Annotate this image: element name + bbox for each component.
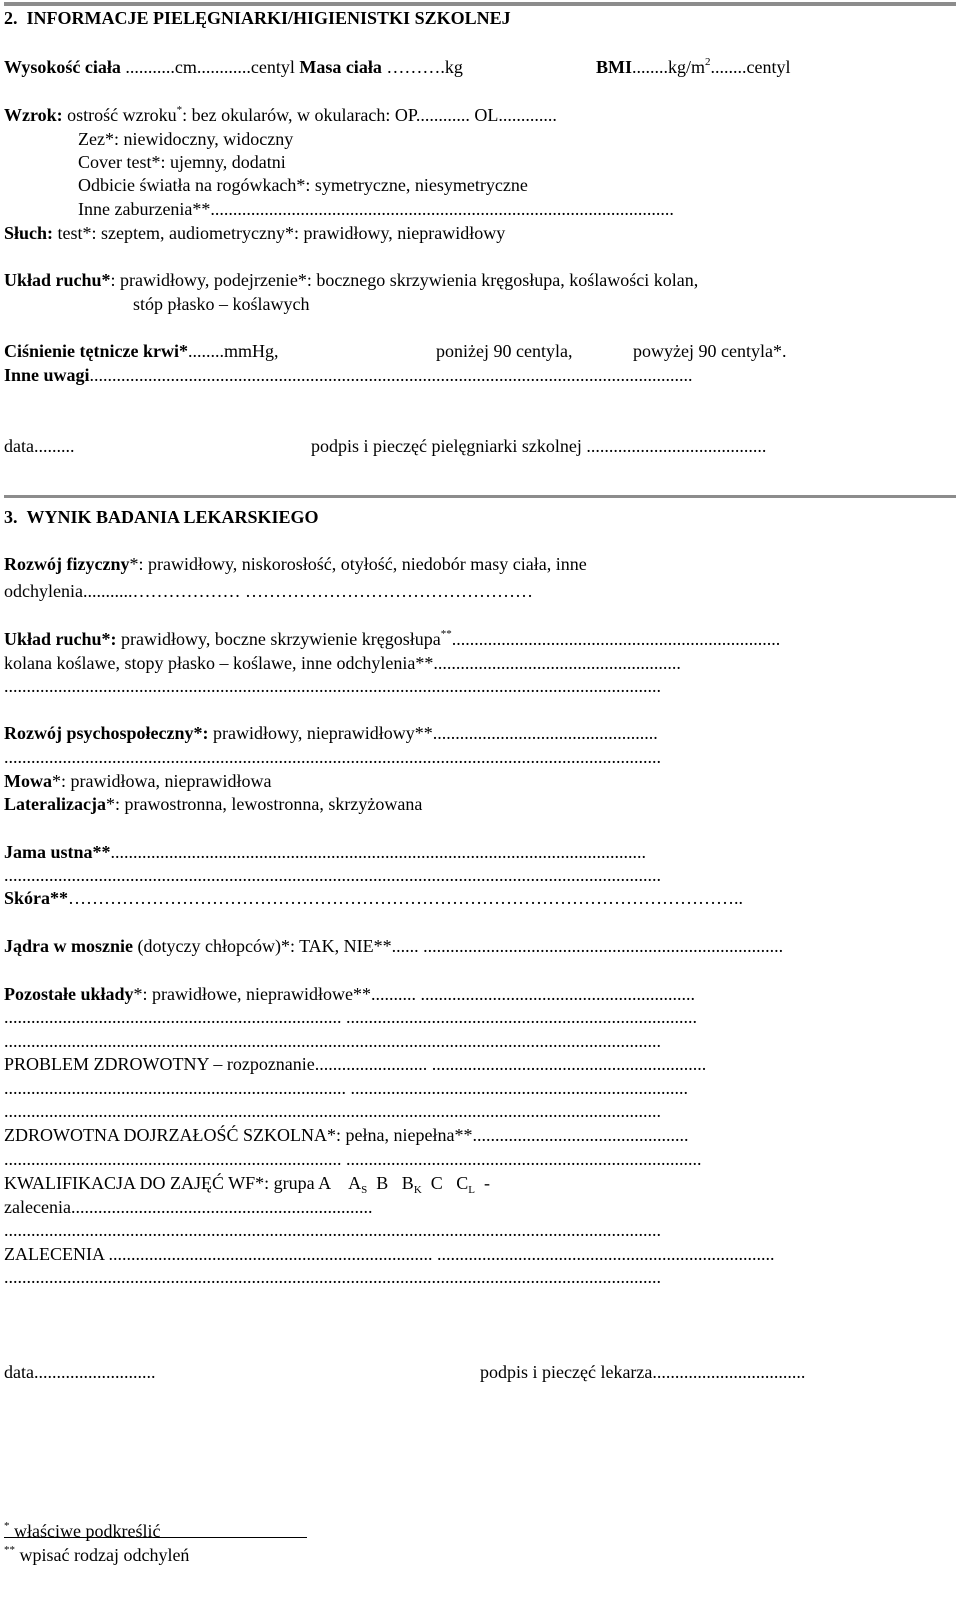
lateralization-label: Lateralizacja [4,794,106,814]
pe-group-text-d: - [475,1173,491,1193]
testes-line [4,935,783,957]
pe-recommendations-extra-line[interactable]: .................................................................................................................................................. [4,1220,661,1240]
doctor-motor-extra-line[interactable]: .................................................................................................................................................. [4,676,661,696]
health-problem-extra-line-2[interactable]: .................................................................................................................................................. [4,1101,661,1121]
blood-pressure-label: Ciśnienie tętnicze krwi* [4,341,188,361]
bmi-centyl-field[interactable]: ........centyl [710,57,791,77]
motor-system-label: Układ ruchu* [4,270,111,290]
health-problem-extra-line-1[interactable]: ............................................................................ ........................................................................... [4,1078,688,1098]
bmi-field[interactable]: ........kg/m [632,57,706,77]
cover-test-line: Cover test*: ujemny, dodatni [78,152,286,172]
pe-recommendations-field[interactable]: zalecenia................................................................... [4,1197,373,1217]
skin-field[interactable]: ………………………………………………………………………………………………….. [68,888,744,908]
testes-label: Jądra w mosznie [4,936,133,956]
skin-label: Skóra** [4,888,69,908]
pe-group-text-c: C C [421,1173,469,1193]
oral-cavity-label: Jama ustna** [4,842,111,862]
section-3-top-rule [4,495,956,498]
school-readiness-field[interactable]: ZDROWOTNA DOJRZAŁOŚĆ SZKOLNA*: pełna, niepełna**................................................ [4,1125,689,1145]
weight-field[interactable]: ……….kg [381,57,463,77]
doctor-signature-field[interactable]: podpis i pieczęć lekarza.................................. [480,1362,806,1382]
other-systems-extra-line-1[interactable]: ........................................................................... .............................................................................. [4,1007,697,1027]
doctor-motor-knees-line[interactable]: kolana koślawe, stopy płasko – koślawe, inne odchylenia**....................................................... [4,653,681,673]
subscript-s: S [361,1184,368,1196]
bmi-line [596,56,791,78]
pe-qualification-line [4,1172,490,1194]
nurse-date-field[interactable]: data......... [4,436,75,456]
physical-development-options: *: prawidłowy, niskorosłość, otyłość, niedobór masy ciała, inne [129,554,587,574]
motor-system-options: : prawidłowy, podejrzenie*: bocznego skrzywienia kręgosłupa, koślawości kolan, [110,270,699,290]
section-3-header: 3. WYNIK BADANIA LEKARSKIEGO [4,507,319,527]
footnote-2-text: wpisać rodzaj odchyleń [15,1545,190,1565]
speech-label: Mowa [4,771,52,791]
bp-above-option: powyżej 90 centyla*. [633,341,787,361]
doctor-date-field[interactable]: data........................... [4,1362,156,1382]
lateralization-options: *: prawostronna, lewostronna, skrzyżowana [105,794,423,814]
health-problem-field[interactable]: PROBLEM ZDROWOTNY – rozpoznanie......................... ............................................................. [4,1054,707,1074]
vision-line [4,104,557,126]
visual-acuity-text: ostrość wzroku [62,105,177,125]
section-2-top-rule [4,2,956,6]
footnote-1-marker: * [4,1520,10,1532]
footnote-1-text: właściwe podkreślić [9,1521,161,1541]
strabismus-line: Zez*: niewidoczny, widoczny [78,129,294,149]
recommendations-extra-line[interactable]: .................................................................................................................................................. [4,1267,661,1287]
pe-group-text-b: B B [367,1173,414,1193]
oral-cavity-field[interactable]: ....................................................................................................................... [110,842,647,862]
oral-cavity-extra-line[interactable]: .................................................................................................................................................. [4,865,661,885]
height-label: Wysokość ciała [4,57,121,77]
footnote-2-marker: ** [4,1544,15,1556]
motor-system-line [4,269,698,291]
other-systems-field[interactable]: *: prawidłowe, nieprawidłowe**.......... ............................................................. [133,984,695,1004]
other-notes-line [4,364,693,386]
hearing-options: test*: szeptem, audiometryczny*: prawidłowy, nieprawidłowy [53,223,506,243]
subscript-k: K [413,1184,422,1196]
recommendations-field[interactable]: ZALECENIA ........................................................................ ........................................................................... [4,1244,775,1264]
other-vision-disorders-field[interactable]: Inne zaburzenia**....................................................................................................... [78,199,674,219]
psychosocial-line [4,722,658,744]
speech-options: *: prawidłowa, nieprawidłowa [52,771,272,791]
physical-development-label: Rozwój fizyczny [4,554,130,574]
nurse-signature-field[interactable]: podpis i pieczęć pielęgniarki szkolnej ........................................ [311,436,767,456]
other-systems-label: Pozostałe układy [4,984,134,1004]
doctor-motor-options: prawidłowy, boczne skrzywienie kręgosłupa [116,629,441,649]
vision-label: Wzrok: [4,105,63,125]
doctor-motor-line [4,628,780,650]
skin-line [4,887,743,909]
other-notes-field[interactable]: ...................................................................................................................................... [89,365,693,385]
pe-group-text: KWALIFIKACJA DO ZAJĘĆ WF*: grupa A A [4,1173,362,1193]
blood-pressure-field[interactable]: ........mmHg, [187,341,279,361]
bmi-label: BMI [596,57,632,77]
corneal-reflex-line: Odbicie światła na rogówkach*: symetryczne, niesymetryczne [78,175,528,195]
bp-below-option: poniżej 90 centyla, [436,341,573,361]
footnote-marker: * [176,104,183,116]
oral-cavity-line [4,841,646,863]
section-2-header: 2. INFORMACJE PIELĘGNIARKI/HIGIENISTKI SZKOLNEJ [4,8,511,28]
hearing-label: Słuch: [4,223,54,243]
psychosocial-extra-line[interactable]: .................................................................................................................................................. [4,747,661,767]
blood-pressure-line [4,340,278,362]
other-systems-extra-line-2[interactable]: .................................................................................................................................................. [4,1031,661,1051]
anthropometry-line [4,56,463,78]
bmi-unit-superscript: 2 [705,56,711,68]
lateralization-line [4,793,422,815]
psychosocial-label: Rozwój psychospołeczny*: [4,723,209,743]
doctor-motor-label: Układ ruchu*: [4,629,117,649]
weight-label: Masa ciała [299,57,382,77]
subscript-l: L [468,1184,476,1196]
school-readiness-extra-line[interactable]: ........................................................................... ............................................................................... [4,1149,702,1169]
physical-development-line [4,553,587,575]
other-notes-label: Inne uwagi [4,365,90,385]
footnote-2 [4,1544,189,1566]
height-field[interactable]: ...........cm............centyl [120,57,300,77]
testes-field[interactable]: (dotyczy chłopców)*: TAK, NIE**...... ................................................................................ [133,936,784,956]
motor-system-options-cont: stóp płasko – koślawych [133,294,310,314]
speech-line [4,770,271,792]
doctor-motor-field[interactable]: ......................................................................... [451,629,781,649]
footnote-1 [4,1520,160,1542]
visual-acuity-fields[interactable]: : bez okularów, w okularach: OP............ OL............. [182,105,557,125]
hearing-line [4,222,505,244]
physical-deviations-field[interactable]: odchylenia...........……………… ………………………………………… [4,581,533,601]
other-systems-line [4,983,695,1005]
footnote-marker: ** [440,628,452,640]
psychosocial-field[interactable]: prawidłowy, nieprawidłowy**.................................................. [208,723,658,743]
